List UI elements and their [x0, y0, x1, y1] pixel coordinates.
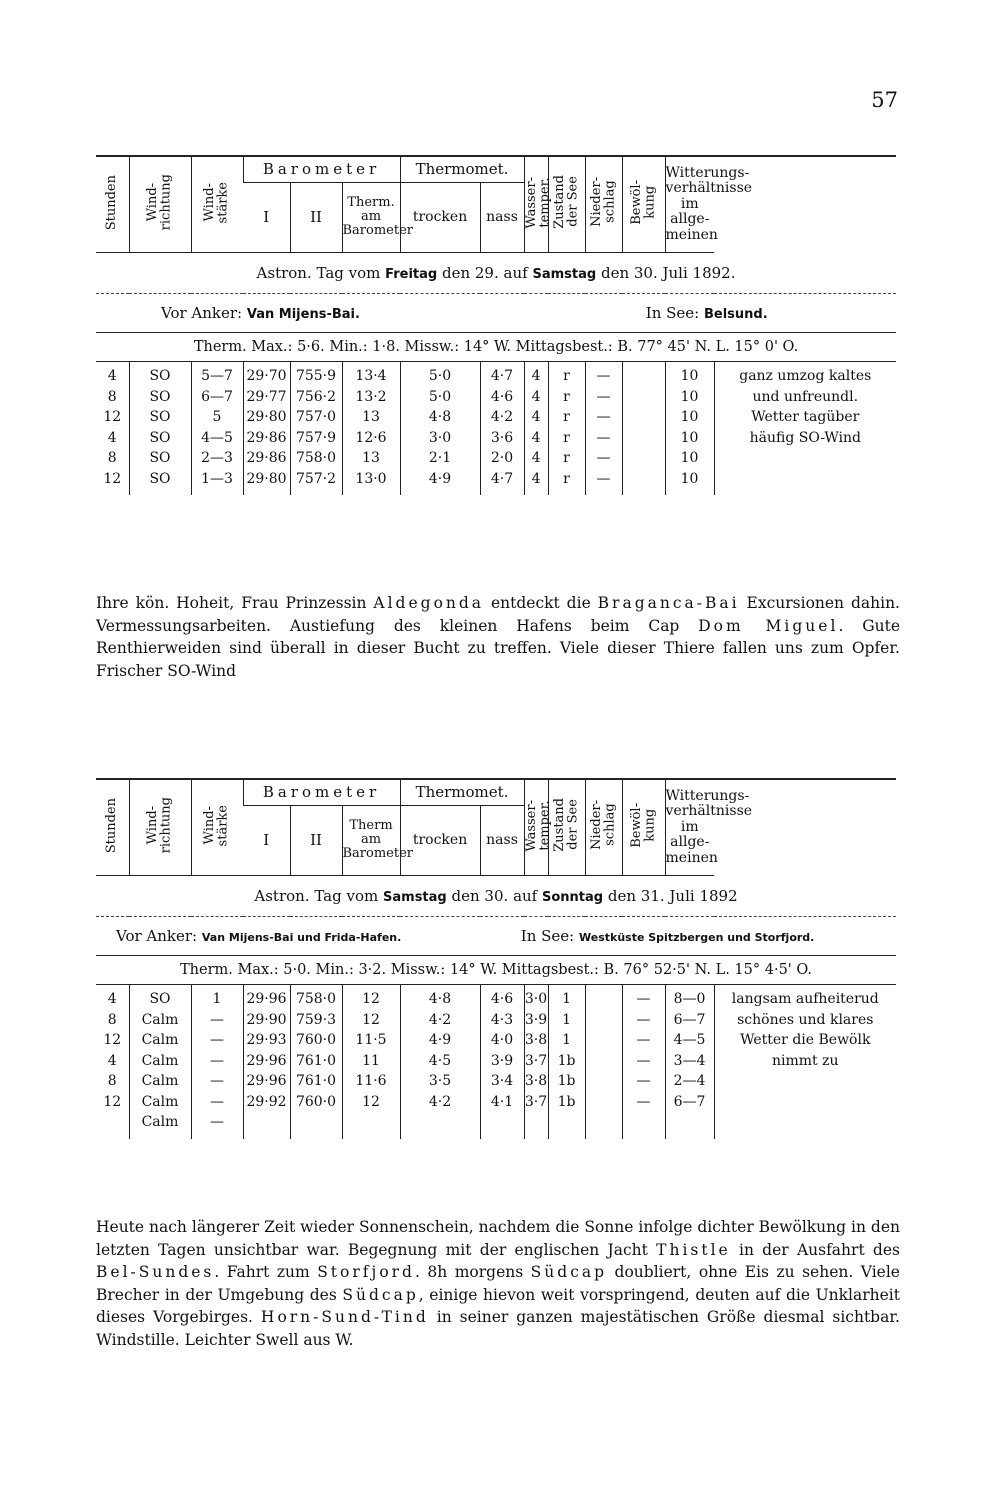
cell-trocken: 4·5 — [428, 1052, 452, 1069]
cell-bewoelkung: 10 — [680, 470, 699, 487]
cell-nass: 4·2 — [490, 409, 514, 425]
cell-bewoelkung: 10 — [680, 368, 699, 384]
header-thermometer: Thermomet. — [400, 779, 524, 805]
cell-stunden: 8 — [107, 1011, 117, 1028]
cell-stunden: 12 — [103, 470, 122, 487]
cell-therm-baro: 12 — [362, 1011, 380, 1028]
cell-baro-ii: 761·0 — [295, 1052, 337, 1069]
cell-therm-baro: 13·0 — [355, 470, 387, 487]
cell-nieder: — — [636, 1032, 651, 1048]
header-bewoelkung: Bewöl- kung — [628, 802, 658, 848]
cell-baro-i: 29·93 — [246, 1032, 287, 1048]
cell-nieder: r — [563, 388, 570, 405]
cell-baro-ii: 761·0 — [295, 1073, 337, 1089]
cell-stunden: 8 — [107, 1073, 117, 1089]
col-trocken — [400, 362, 480, 496]
header-wind-staerke: Wind- stärke — [202, 804, 231, 847]
cell-stunden: 8 — [107, 388, 117, 405]
header-witterung: Witterungs- verhältnisse im allge- meinen — [665, 156, 714, 253]
cell-stunden: 12 — [103, 409, 122, 425]
cell-stunden: 4 — [107, 368, 117, 384]
cell-baro-i: 29·86 — [246, 429, 287, 446]
header-bewoelkung: Bewöl- kung — [628, 179, 658, 225]
header-wind-staerke: Wind- stärke — [202, 181, 231, 224]
cell-bewoelkung: 10 — [680, 409, 699, 425]
cell-nass: 4·6 — [490, 388, 514, 405]
cell-nass: 4·1 — [490, 1093, 514, 1110]
cell-niederschlag-dash: — — [596, 409, 611, 425]
cell-stunden: 4 — [107, 429, 117, 446]
col-bewoelkung — [665, 362, 714, 496]
col-wind-staerke — [191, 362, 243, 496]
paragraph-1: Ihre kön. Hoheit, Frau Prinzessin Aldegonda entdeckt die Braganca-Bai Excursionen dahin. Vermessungsarbeiten. Austiefung des kleinen Hafens beim Cap Dom Miguel. Gute Renthierweiden sind überall in dieser Bucht zu treffen. Viele dieser Thiere fallen uns zum Opfer. Frischer SO-Wind — [96, 594, 900, 680]
cell-niederschlag-dash: — — [596, 470, 611, 487]
cell-wind-richtung: SO — [149, 470, 171, 487]
log-table-1 — [96, 155, 896, 495]
header-wind-richtung: Wind- richtung — [145, 797, 174, 854]
header-nass: nass — [480, 182, 524, 252]
header-wind-richtung: Wind- richtung — [145, 174, 174, 231]
header-barometer: Barometer — [243, 156, 400, 182]
log-table-2 — [96, 778, 896, 1139]
cell-wind-richtung: Calm — [141, 1093, 179, 1110]
cell-wasser: 3·8 — [524, 1073, 548, 1089]
cell-trocken: 4·2 — [428, 1011, 452, 1028]
cell-nieder: r — [563, 450, 570, 466]
page-number: 57 — [871, 88, 898, 112]
cell-nass: 4·6 — [490, 991, 514, 1007]
col-baro-ii — [290, 362, 342, 496]
header-stunden: Stunden — [104, 174, 120, 230]
cell-wind-staerke: — — [210, 1032, 224, 1048]
cell-therm-baro: 13 — [362, 450, 380, 466]
log2-data — [96, 985, 896, 1139]
cell-bewoelkung: 6—7 — [673, 1011, 706, 1028]
cell-baro-i: 29·86 — [246, 450, 287, 466]
location-line: Vor Anker: Van Mijens-Bai. In See: Belsund. — [96, 294, 896, 333]
cell-trocken: 2·1 — [428, 450, 452, 466]
col-zustand — [548, 985, 585, 1139]
header-witterung: Witterungs- verhältnisse im allge- meinen — [665, 779, 714, 876]
cell-wasser: 3·7 — [524, 1052, 548, 1069]
cell-nieder: r — [563, 429, 570, 446]
cell-baro-i: 29·70 — [246, 368, 287, 384]
cell-baro-ii: 758·0 — [295, 450, 337, 466]
cell-trocken: 4·8 — [428, 409, 452, 425]
cell-baro-i: 29·90 — [246, 1011, 287, 1028]
cell-baro-i: 29·77 — [246, 388, 287, 405]
cell-wind-richtung: Calm — [141, 1032, 179, 1048]
cell-baro-i: 29·92 — [246, 1093, 287, 1110]
cell-wind-staerke: 4—5 — [201, 429, 233, 446]
cell-niederschlag-dash: — — [596, 450, 611, 466]
cell-zustand: 4 — [531, 429, 541, 446]
header-baro-ii: II — [290, 805, 342, 875]
cell-wind-staerke: — — [210, 1052, 224, 1069]
cell-niederschlag-dash: — — [596, 388, 611, 405]
cell-nieder: — — [636, 1011, 651, 1028]
cell-stunden: 12 — [103, 1032, 122, 1048]
cell-wind-richtung: SO — [149, 388, 171, 405]
header-nieder: Nieder- schlag — [588, 800, 618, 851]
cell-niederschlag-dash: — — [596, 368, 611, 384]
col-niederschlag — [585, 362, 622, 496]
cell-baro-ii: 757·2 — [295, 470, 337, 487]
header-therm-baro: Therm am Barometer — [342, 805, 400, 875]
col-therm-baro — [342, 985, 400, 1139]
cell-trocken: 3·0 — [428, 429, 452, 446]
cell-zustand: 4 — [531, 388, 541, 405]
cell-wind-staerke: — — [210, 1073, 224, 1089]
cell-wasser: 3·8 — [524, 1032, 548, 1048]
cell-nieder: — — [636, 1052, 651, 1069]
cell-therm-baro: 13·2 — [355, 388, 387, 405]
col-stunden — [96, 362, 129, 496]
cell-wind-richtung: Calm — [141, 1052, 179, 1069]
header-zustand: Zustand der See — [551, 175, 581, 230]
cell-stunden: 8 — [107, 450, 117, 466]
cell-trocken: 5·0 — [428, 368, 452, 384]
header-zustand: Zustand der See — [551, 798, 581, 853]
cell-bewoelkung: 10 — [680, 450, 699, 466]
therm-line: Therm. Max.: 5·6. Min.: 1·8. Missw.: 14° W. Mittagsbest.: B. 77° 45' N. L. 15° 0' O. — [193, 339, 799, 355]
cell-wind-richtung: SO — [149, 409, 171, 425]
cell-baro-ii: 756·2 — [295, 388, 337, 405]
cell-nass: 2·0 — [490, 450, 514, 466]
cell-therm-baro: 11·5 — [355, 1032, 387, 1048]
cell-zustand: 4 — [531, 470, 541, 487]
cell-zustand: 4 — [531, 368, 541, 384]
cell-stunden: 4 — [107, 991, 117, 1007]
cell-nass: 4·7 — [490, 368, 514, 384]
cell-therm-baro: 11·6 — [355, 1073, 387, 1089]
cell-baro-ii: 760·0 — [295, 1032, 337, 1048]
cell-therm-baro: 13·4 — [355, 368, 387, 384]
cell-trocken: 4·9 — [428, 1032, 452, 1048]
cell-bewoelkung: 4—5 — [673, 1032, 706, 1048]
cell-baro-ii: 757·0 — [295, 409, 337, 425]
cell-nass: 3·6 — [490, 429, 514, 446]
col-nieder — [622, 985, 665, 1139]
cell-trocken: 5·0 — [428, 388, 452, 405]
cell-wind-staerke: 2—3 — [201, 450, 233, 466]
header-baro-i: I — [243, 182, 290, 252]
col-empty — [622, 362, 665, 496]
cell-bewoelkung: 6—7 — [673, 1093, 706, 1110]
cell-wind-richtung: SO — [149, 450, 171, 466]
col-baro-ii — [290, 985, 342, 1139]
header-baro-i: I — [243, 805, 290, 875]
cell-trocken: 4·9 — [428, 470, 452, 487]
cell-zustand: 1 — [562, 1032, 571, 1048]
cell-nass: 3·4 — [490, 1073, 514, 1089]
cell-baro-i: 29·96 — [246, 991, 287, 1007]
cell-baro-ii: 758·0 — [295, 991, 337, 1007]
col-wasser — [524, 985, 548, 1139]
astron-line: Astron. Tag vom Freitag den 29. auf Samstag den 30. Juli 1892. — [96, 253, 896, 294]
header-nass: nass — [480, 805, 524, 875]
cell-wind-staerke: 5 — [212, 409, 222, 425]
cell-wind-staerke: 5—7 — [201, 368, 233, 384]
cell-wasser: 3·0 — [524, 991, 548, 1007]
cell-baro-i: 29·96 — [246, 1073, 287, 1089]
cell-therm-baro: 12 — [362, 1093, 380, 1110]
header-therm-baro: Therm. am Barometer — [342, 182, 400, 252]
col-baro-i — [243, 985, 290, 1139]
cell-nieder: r — [563, 470, 570, 487]
cell-wasser: 3·7 — [524, 1093, 548, 1110]
cell-therm-baro: 12 — [362, 991, 380, 1007]
cell-zustand: 1b — [557, 1073, 576, 1089]
cell-wind-staerke: — — [210, 1093, 224, 1110]
cell-nieder: — — [636, 991, 651, 1007]
header-barometer: Barometer — [243, 779, 400, 805]
cell-bewoelkung: 10 — [680, 388, 699, 405]
header-thermometer: Thermomet. — [400, 156, 524, 182]
remark: langsam aufheiterud schönes und klares Wetter die Bewölk nimmt zu — [714, 985, 896, 1139]
cell-wind-staerke: — — [210, 1114, 224, 1130]
log1-data — [96, 362, 896, 496]
cell-trocken: 4·2 — [428, 1093, 452, 1110]
cell-nieder: — — [636, 1073, 651, 1089]
cell-zustand: 1 — [562, 991, 571, 1007]
cell-zustand: 1 — [562, 1011, 571, 1028]
cell-niederschlag-dash: — — [596, 429, 611, 446]
col-nieder — [548, 362, 585, 496]
header-wasser: Wasser- temper. — [523, 176, 553, 229]
header-trocken: trocken — [400, 182, 480, 252]
cell-nass: 4·7 — [490, 470, 514, 487]
cell-nass: 4·0 — [490, 1032, 514, 1048]
cell-zustand: 4 — [531, 450, 541, 466]
cell-baro-i: 29·80 — [246, 470, 287, 487]
col-baro-i — [243, 362, 290, 496]
cell-bewoelkung: 8—0 — [673, 991, 706, 1007]
col-nass — [480, 362, 524, 496]
header-stunden: Stunden — [104, 797, 120, 853]
cell-wind-richtung: SO — [149, 368, 171, 384]
cell-baro-ii: 755·9 — [295, 368, 337, 384]
cell-wind-staerke: 1—3 — [201, 470, 233, 487]
cell-stunden: 4 — [107, 1052, 117, 1069]
cell-wind-richtung: Calm — [141, 1114, 179, 1130]
col-trocken — [400, 985, 480, 1139]
cell-baro-ii: 759·3 — [295, 1011, 337, 1028]
cell-zustand: 4 — [531, 409, 541, 425]
cell-wind-staerke: 6—7 — [201, 388, 233, 405]
cell-nass: 4·3 — [490, 1011, 514, 1028]
header-trocken: trocken — [400, 805, 480, 875]
col-nass — [480, 985, 524, 1139]
cell-stunden: 12 — [103, 1093, 122, 1110]
cell-nass: 3·9 — [490, 1052, 514, 1069]
cell-trocken: 3·5 — [428, 1073, 452, 1089]
cell-bewoelkung: 2—4 — [673, 1073, 706, 1089]
col-wind-staerke — [191, 985, 243, 1139]
cell-baro-i: 29·80 — [246, 409, 287, 425]
col-therm-baro — [342, 362, 400, 496]
cell-nieder: r — [563, 368, 570, 384]
col-bewoelkung — [665, 985, 714, 1139]
cell-zustand: 1b — [557, 1052, 576, 1069]
col-zustand — [524, 362, 548, 496]
cell-bewoelkung: 10 — [680, 429, 699, 446]
cell-zustand: 1b — [557, 1093, 576, 1110]
header-nieder: Nieder- schlag — [588, 177, 618, 228]
cell-therm-baro: 11 — [362, 1052, 380, 1069]
col-wind-richtung — [129, 362, 191, 496]
cell-trocken: 4·8 — [428, 991, 452, 1007]
cell-wind-staerke: 1 — — [210, 991, 224, 1028]
header-wasser: Wasser- temper. — [523, 799, 553, 852]
astron-line: Astron. Tag vom Samstag den 30. auf Sonntag den 31. Juli 1892 — [96, 876, 896, 917]
cell-wind-richtung: SO — [149, 429, 171, 446]
cell-wind-richtung: SO Calm — [141, 991, 179, 1028]
cell-baro-i: 29·96 — [246, 1052, 287, 1069]
paragraph-2: Heute nach längerer Zeit wieder Sonnenschein, nachdem die Sonne infolge dichter Bewölkung in den letzten Tagen unsichtbar war. Begegnung mit der englischen Jacht Thistle in der Ausfahrt des Bel-Sundes. Fahrt zum Storfjord. 8h morgens Südcap doubliert, ohne Eis zu sehen. Viele Brecher in der Umgebung des Südcap, einige hievon weit vorspringend, deuten auf die Unklarheit dieses Vorgebirges. Horn-Sund-Tind in seiner ganzen majestätischen Größe diesmal sichtbar. Windstille. Leichter Swell aus W. — [96, 1218, 900, 1349]
cell-bewoelkung: 3—4 — [673, 1052, 706, 1069]
cell-nieder: — — [636, 1093, 651, 1110]
cell-baro-ii: 760·0 — [295, 1093, 337, 1110]
col-wind-richtung — [129, 985, 191, 1139]
remark: ganz umzog kaltes und unfreundl. Wetter tagüber häufig SO-Wind — [714, 362, 896, 496]
cell-therm-baro: 12·6 — [355, 429, 387, 446]
col-empty — [585, 985, 622, 1139]
cell-wind-richtung: Calm — [141, 1073, 179, 1089]
location-line: Vor Anker: Van Mijens-Bai und Frida-Hafen. In See: Westküste Spitzbergen und Storfjord. — [96, 917, 896, 956]
cell-baro-ii: 757·9 — [295, 429, 337, 446]
col-stunden — [96, 985, 129, 1139]
therm-line: Therm. Max.: 5·0. Min.: 3·2. Missw.: 14° W. Mittagsbest.: B. 76° 52·5' N. L. 15° 4·5' O. — [179, 962, 813, 978]
cell-nieder: r — [563, 409, 570, 425]
cell-wasser: 3·9 — [524, 1011, 548, 1028]
header-baro-ii: II — [290, 182, 342, 252]
cell-therm-baro: 13 — [362, 409, 380, 425]
